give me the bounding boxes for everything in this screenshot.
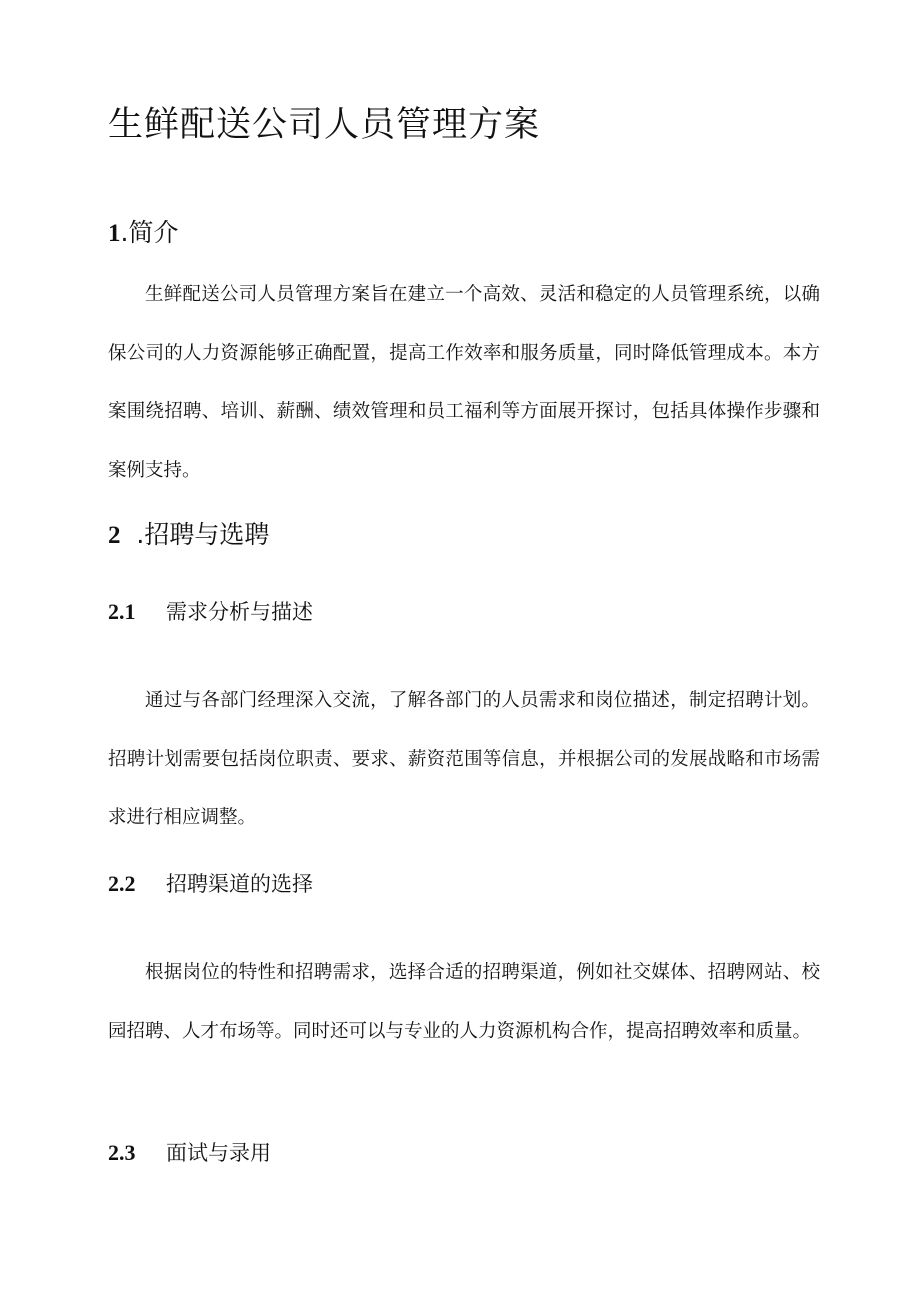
section-heading-intro	[108, 218, 178, 249]
subsection-number: 2.2	[108, 871, 136, 896]
subsection-paragraph-2-2: 根据岗位的特性和招聘需求，选择合适的招聘渠道，例如社交媒体、招聘网站、校园招聘、人才布场等。同时还可以与专业的人力资源机构合作，提高招聘效率和质量。	[108, 962, 820, 1042]
subsection-number: 2.1	[108, 599, 136, 624]
section-title: .简介	[120, 218, 179, 247]
subsection-title: 面试与录用	[166, 1141, 271, 1165]
section-number: 1	[108, 220, 121, 247]
subsection-number: 2.3	[108, 1140, 136, 1165]
document-title: 生鲜配送公司人员管理方案	[108, 105, 541, 145]
subsection-heading-2-1	[108, 599, 313, 625]
subsection-paragraph-2-1: 通过与各部门经理深入交流，了解各部门的人员需求和岗位描述，制定招聘计划。招聘计划需要包括岗位职责、要求、薪资范围等信息，并根据公司的发展战略和市场需求进行相应调整。	[108, 690, 820, 828]
subsection-title: 需求分析与描述	[166, 600, 313, 624]
subsection-heading-2-3	[108, 1140, 271, 1166]
intro-paragraph: 生鲜配送公司人员管理方案旨在建立一个高效、灵活和稳定的人员管理系统，以确保公司的人力资源能够正确配置，提高工作效率和服务质量，同时降低管理成本。本方案围绕招聘、培训、薪酬、绩效管理和员工福利等方面展开探讨，包括具体操作步骤和案例支持。	[108, 284, 820, 481]
subsection-heading-2-2	[108, 871, 313, 897]
section-heading-recruitment	[108, 520, 269, 551]
section-title: .招聘与选聘	[136, 520, 270, 549]
subsection-title: 招聘渠道的选择	[166, 872, 313, 896]
section-number: 2	[108, 522, 121, 549]
